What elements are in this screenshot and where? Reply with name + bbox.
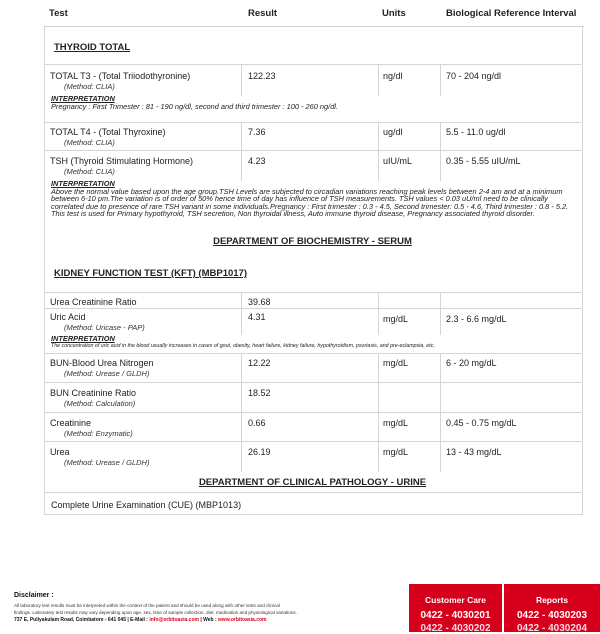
test-units: mg/dL	[383, 314, 409, 324]
test-result: 4.31	[248, 312, 266, 322]
department-biochemistry: DEPARTMENT OF BIOCHEMISTRY - SERUM	[213, 236, 412, 247]
test-units: ng/dl	[383, 71, 403, 81]
section-title-kidney: KIDNEY FUNCTION TEST (KFT) (MBP1017)	[54, 268, 248, 279]
test-result: 0.66	[248, 418, 266, 428]
table-row	[44, 441, 581, 472]
test-method: (Method: Urease / GLDH)	[64, 369, 150, 378]
table-row	[44, 122, 581, 151]
test-result: 122.23	[248, 71, 276, 81]
test-reference: 5.5 - 11.0 ug/dl	[446, 127, 506, 137]
table-row	[44, 150, 581, 181]
test-units: uIU/mL	[383, 156, 413, 166]
table-row	[44, 492, 581, 515]
interpretation-t3	[51, 95, 576, 112]
test-method: (Method: Urease / GLDH)	[64, 458, 150, 467]
table-row	[44, 308, 581, 335]
reports-title: Reports	[535, 595, 569, 605]
test-name: BUN Creatinine Ratio	[50, 388, 137, 398]
test-units: mg/dL	[383, 418, 409, 428]
test-name: Urea	[50, 447, 70, 457]
test-result: 26.19	[248, 447, 271, 457]
customer-care-phone[interactable]: 0422 - 4030201	[420, 610, 491, 621]
disclaimer-title: Disclaimer :	[14, 592, 54, 599]
test-units: ug/dl	[383, 127, 403, 137]
test-method: (Method: CLIA)	[64, 82, 115, 91]
test-reference: 2.3 - 6.6 mg/dL	[446, 314, 507, 324]
web-label: | Web :	[198, 617, 219, 623]
interpretation-label: INTERPRETATION	[51, 334, 115, 343]
table-header	[44, 0, 584, 27]
test-reference: 0.35 - 5.55 uIU/mL	[446, 156, 521, 166]
disclaimer-line: findings. Laboratory test results may vary depending upon age, sex, time of sample collection, diet, medication and physiological variations.	[14, 610, 297, 615]
address-text: 737 E, Puliyakulam Road, Coimbatore - 641 045 | E-Mail :	[14, 617, 150, 623]
test-name: TSH (Thyroid Stimulating Hormone)	[50, 156, 194, 166]
table-row	[44, 412, 581, 442]
footer	[0, 584, 600, 632]
section-title-thyroid: THYROID TOTAL	[54, 42, 131, 53]
test-name: TOTAL T3 - (Total Triiodothyronine)	[50, 71, 191, 81]
header-test: Test	[49, 8, 68, 19]
test-units: mg/dL	[383, 447, 409, 457]
customer-care-title: Customer Care	[425, 595, 486, 605]
interpretation-tsh	[51, 180, 576, 218]
test-method: (Method: CLIA)	[64, 138, 115, 147]
table-row	[44, 292, 581, 309]
test-method: (Method: Uricase - PAP)	[64, 323, 145, 332]
header-units: Units	[382, 8, 406, 19]
table-row	[44, 382, 581, 413]
test-name: Creatinine	[50, 418, 92, 428]
test-name: Uric Acid	[50, 312, 86, 322]
reports-box	[504, 584, 600, 632]
disclaimer-line: All laboratory test results must be interpreted within the context of the patient and should be used along with other tests and clinical	[14, 603, 280, 608]
customer-care-box	[409, 584, 502, 632]
test-result: 18.52	[248, 388, 271, 398]
reports-phone[interactable]: 0422 - 4030203	[516, 610, 588, 621]
interpretation-label: INTERPRETATION	[51, 94, 115, 103]
test-name: TOTAL T4 - (Total Thyroxine)	[50, 127, 166, 137]
disclaimer	[14, 592, 406, 624]
department-clinical-pathology: DEPARTMENT OF CLINICAL PATHOLOGY - URINE	[198, 477, 427, 488]
reports-phone-2[interactable]: 0422 - 4030204	[516, 623, 588, 634]
interpretation-text: The concentration of uric acid in the blood usually increases in cases of gout, obesity, heart failure, kidney failure, hypothyroidism, psoriasis, and pre-eclampsia, etc.	[51, 343, 435, 350]
test-result: 7.36	[248, 127, 266, 137]
interpretation-text: Pregnancy : First Trimester : 81 - 190 ng/dl, second and third trimester : 100 - 260 ng/dl.	[51, 102, 339, 112]
lab-address	[14, 616, 406, 624]
table-row	[44, 64, 581, 96]
test-result: 39.68	[248, 297, 271, 307]
test-name: BUN-Blood Urea Nitrogen	[50, 358, 154, 368]
test-name: Urea Creatinine Ratio	[50, 297, 137, 307]
test-name: Complete Urine Examination (CUE) (MBP1013)	[51, 500, 242, 510]
test-method: (Method: CLIA)	[64, 167, 115, 176]
header-result: Result	[248, 8, 278, 19]
test-reference: 6 - 20 mg/dL	[446, 358, 497, 368]
test-method: (Method: Calculation)	[64, 399, 136, 408]
test-reference: 13 - 43 mg/dL	[446, 447, 502, 457]
test-result: 12.22	[248, 358, 271, 368]
test-result: 4.23	[248, 156, 266, 166]
email-link[interactable]: info@orbitoasia.com	[149, 617, 199, 623]
interpretation-text: Above the normal value based upon the age group.TSH Levels are subjected to circadian variations reaching peak levels between 2-4 am and at a minimum between 6-10 pm.The variation is of order of 50% hence time of day has influence of TSH measurements. TSH values < 0.03 uU/ml need to be clinically correlated due to presence of rare TSH variant in some individuals.Pregnancy : First trimester : 0.3 - 4.5, Second trimester: 0.5 - 4.6, Third trimester : 0.8 - 5.2. This test is used for Primary hypothyroid, TSH secretion, Non thyroidal illness, Auto immune thyroid disease, Pregnancy associated thyroid disorder.	[51, 186, 569, 219]
test-method: (Method: Enzymatic)	[64, 429, 133, 438]
customer-care-phone-2[interactable]: 0422 - 4030202	[420, 623, 491, 634]
web-link[interactable]: www.orbitoasia.com	[218, 617, 267, 623]
header-reference: Biological Reference Interval	[446, 8, 577, 19]
test-reference: 0.45 - 0.75 mg/dL	[446, 418, 517, 428]
interpretation-uric-acid	[51, 335, 576, 350]
table-row	[44, 353, 581, 383]
interpretation-label: INTERPRETATION	[51, 179, 115, 188]
test-reference: 70 - 204 ng/dl	[446, 71, 502, 81]
test-units: mg/dL	[383, 358, 409, 368]
